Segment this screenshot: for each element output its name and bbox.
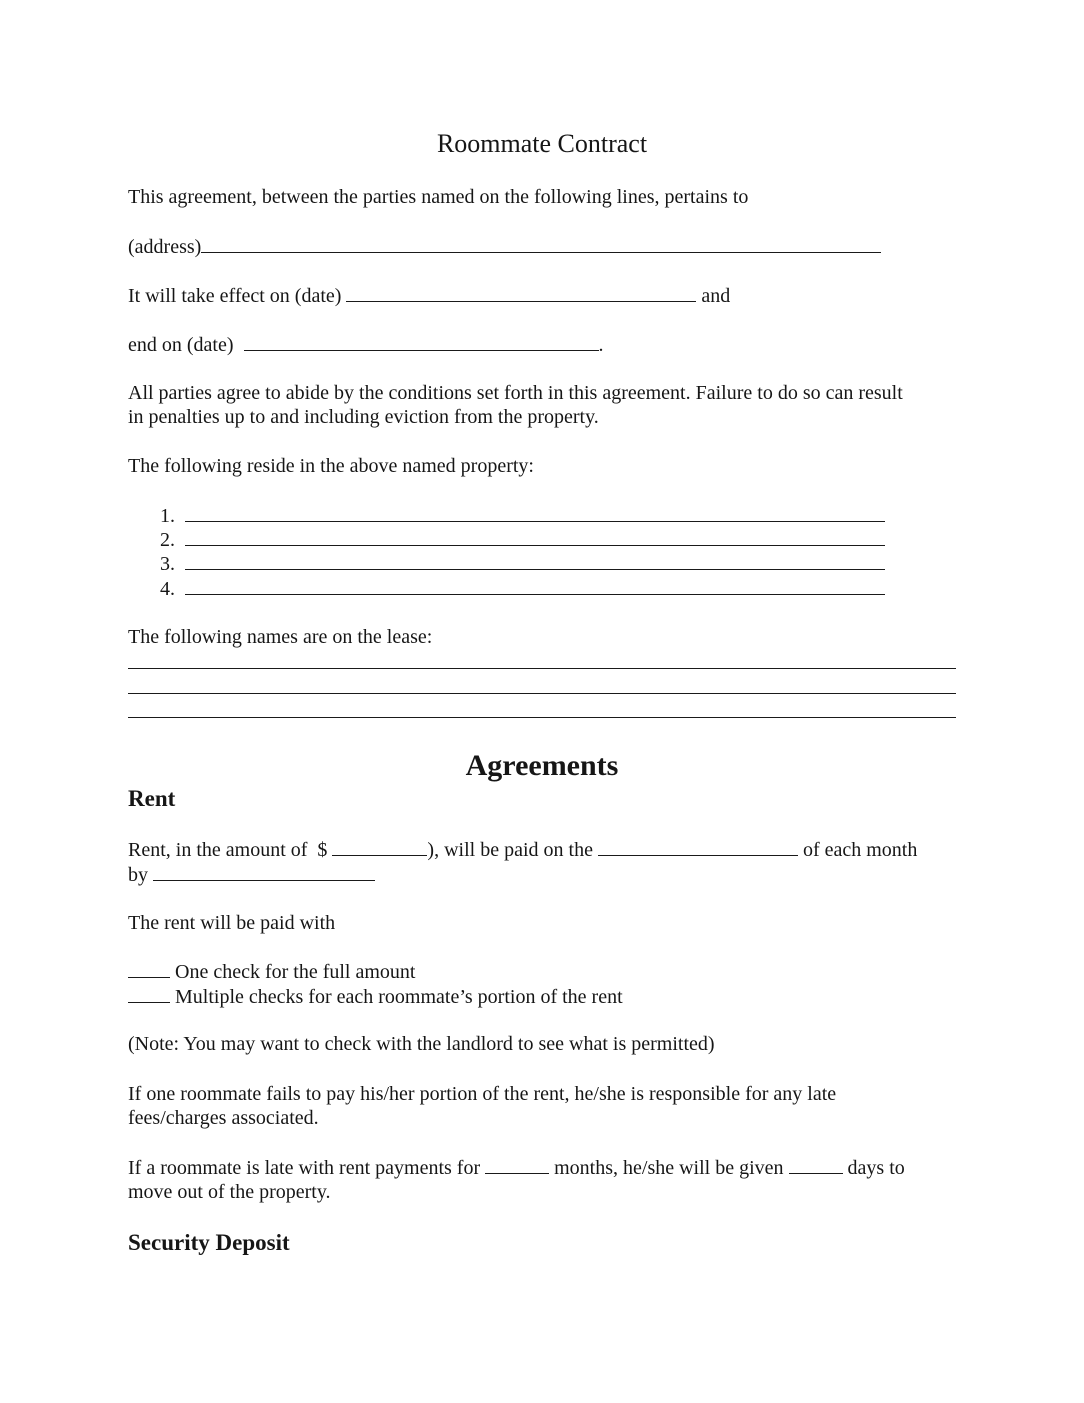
payment-option-label: Multiple checks for each roommate’s portion of the rent [175,986,623,1008]
rent-heading: Rent [128,786,176,811]
address-blank [201,234,881,253]
resident-number: 4. [160,578,175,600]
agreements-heading: Agreements [465,749,619,782]
paid-with-label: The rent will be paid with [128,912,336,934]
late-months-blank [485,1155,549,1174]
rent-by-blank [153,862,375,881]
effect-date-line [128,283,730,308]
resident-blank [185,503,885,522]
late-fees-line-2: fees/charges associated. [128,1107,319,1129]
resident-blank [185,576,885,595]
resident-blank [185,551,885,570]
rent-amount-label: Rent, in the amount of $ [128,839,328,861]
rent-by-label: by [128,864,148,886]
resident-number: 1. [160,505,175,527]
end-date-label: end on (date) [128,334,234,356]
payment-option [128,959,415,984]
rent-day-blank [598,837,798,856]
rent-month-label: of each month [802,839,918,861]
late-payment-label: If a roommate is late with rent payments for [128,1157,481,1179]
late-days-label: days to [847,1157,905,1179]
intro-line: This agreement, between the parties named on the following lines, pertains to [128,186,749,208]
resident-blank [185,527,885,546]
resident-number: 3. [160,553,175,575]
lease-name-line [128,668,956,669]
late-payment-line-1 [128,1155,905,1180]
move-out-days-blank [789,1155,843,1174]
effect-date-label: It will take effect on (date) [128,285,342,307]
payment-option-blank [128,959,170,978]
effect-date-blank [346,283,696,302]
resident-row [155,551,885,576]
rent-by-line [128,862,375,887]
rent-amount-line [128,837,917,862]
rent-amount-blank [332,837,427,856]
payment-option [128,984,623,1009]
lease-name-line [128,693,956,694]
page-title: Roommate Contract [436,129,648,158]
late-payment-line-2: move out of the property. [128,1181,331,1203]
effect-date-and: and [701,285,731,307]
late-fees-line-1: If one roommate fails to pay his/her portion of the rent, he/she is responsible for any late [128,1083,837,1105]
end-date-blank [244,332,599,351]
address-label: (address) [128,236,202,258]
conditions-line-2: in penalties up to and including eviction from the property. [128,406,599,428]
lease-name-line [128,717,956,718]
rent-paid-on-label: ), will be paid on the [427,839,593,861]
conditions-line-1: All parties agree to abide by the conditions set forth in this agreement. Failure to do so can result [128,382,903,404]
address-line [128,234,881,259]
payment-option-label: One check for the full amount [175,961,416,983]
resident-row [155,576,885,601]
lease-label: The following names are on the lease: [128,626,433,648]
end-date-period: . [598,334,604,356]
resident-number: 2. [160,529,175,551]
late-given-label: months, he/she will be given [554,1157,784,1179]
residents-label: The following reside in the above named property: [128,455,534,477]
end-date-line [128,332,604,357]
resident-row [155,527,885,552]
resident-row [155,503,885,528]
security-deposit-heading: Security Deposit [128,1230,290,1255]
landlord-note: (Note: You may want to check with the landlord to see what is permitted) [128,1033,715,1055]
payment-option-blank [128,984,170,1003]
